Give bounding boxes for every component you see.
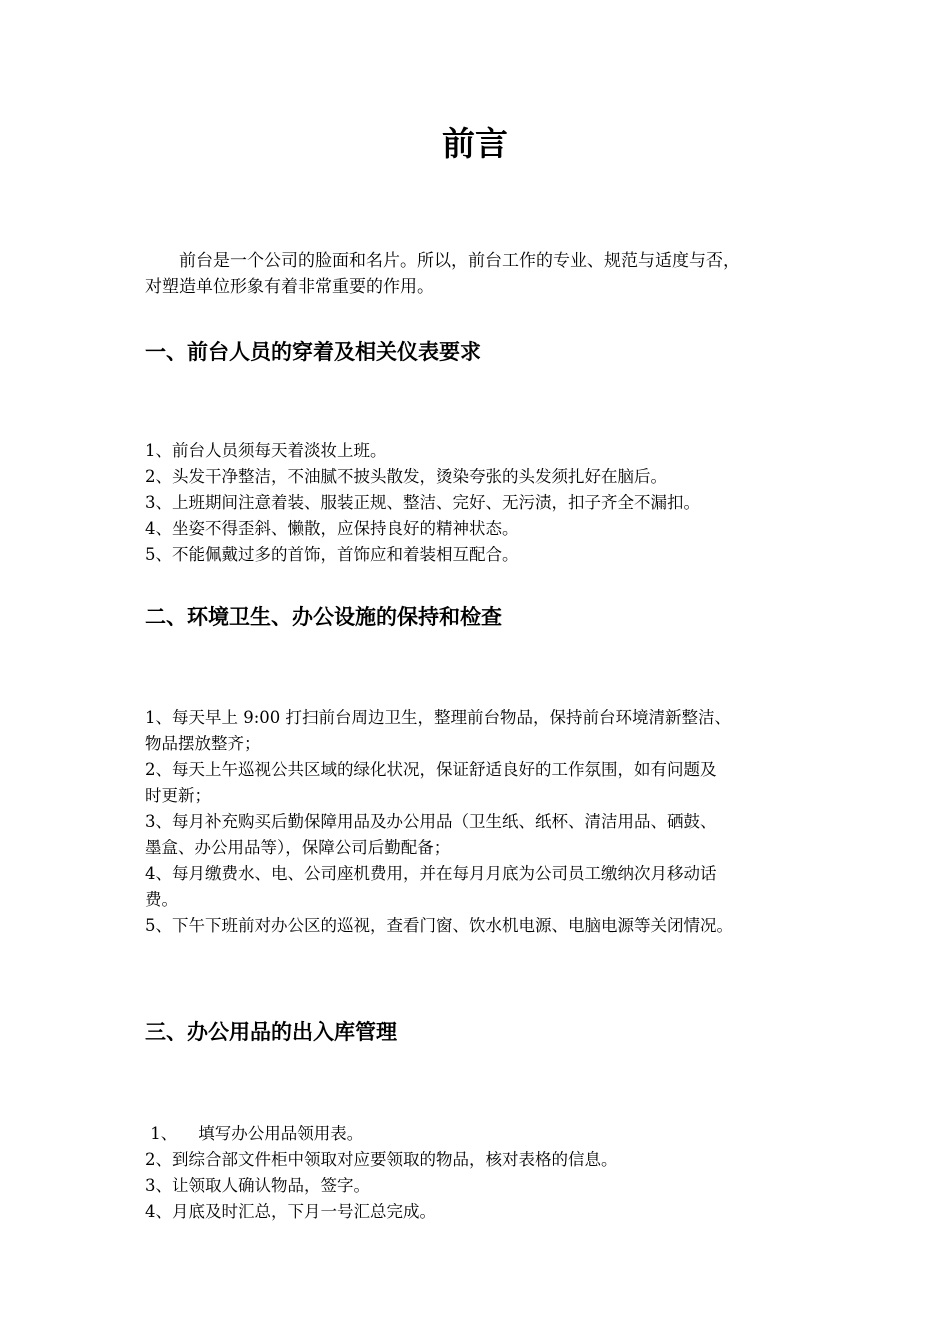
list-item-line: 时更新； <box>145 786 211 805</box>
list-item <box>145 705 825 757</box>
list-item-line: 2、每天上午巡视公共区域的绿化状况，保证舒适良好的工作氛围，如有问题及 <box>145 760 717 779</box>
list-item: 2、头发干净整洁，不油腻不披头散发，烫染夸张的头发须扎好在脑后。 <box>145 467 667 486</box>
list-item-line: 物品摆放整齐； <box>145 734 261 753</box>
intro-paragraph <box>145 248 815 300</box>
list-item-line: 4、每月缴费水、电、公司座机费用，并在每月月底为公司员工缴纳次月移动话 <box>145 864 717 883</box>
list-item: 2、到综合部文件柜中领取对应要领取的物品，核对表格的信息。 <box>145 1150 618 1169</box>
intro-line: 前台是一个公司的脸面和名片。所以，前台工作的专业、规范与适度与否， <box>179 251 740 271</box>
list-item: 5、不能佩戴过多的首饰，首饰应和着装相互配合。 <box>145 545 519 564</box>
list-item-line: 3、每月补充购买后勤保障用品及办公用品（卫生纸、纸杯、清洁用品、硒鼓、 <box>145 812 717 831</box>
list-item: 3、让领取人确认物品，签字。 <box>145 1176 370 1195</box>
list-item-line: 墨盒、办公用品等），保障公司后勤配备； <box>145 838 451 857</box>
section-list-office-supplies <box>145 1121 825 1225</box>
list-item: 1、前台人员须每天着淡妆上班。 <box>145 441 387 460</box>
list-item: 5、下午下班前对办公区的巡视，查看门窗、饮水机电源、电脑电源等关闭情况。 <box>145 916 733 935</box>
section-heading-attire: 一、前台人员的穿着及相关仪表要求 <box>145 340 481 364</box>
page-title: 前言 <box>442 124 508 163</box>
list-item: 4、月底及时汇总，下月一号汇总完成。 <box>145 1202 436 1221</box>
list-item <box>145 757 825 809</box>
list-item: 3、上班期间注意着装、服装正规、整洁、完好、无污渍，扣子齐全不漏扣。 <box>145 493 700 512</box>
list-item-line: 费。 <box>145 890 178 909</box>
list-item: 1、 填写办公用品领用表。 <box>145 1124 364 1143</box>
section-heading-office-supplies: 三、办公用品的出入库管理 <box>145 1020 397 1044</box>
section-heading-environment: 二、环境卫生、办公设施的保持和检查 <box>145 605 502 629</box>
list-item <box>145 809 825 861</box>
section-list-attire <box>145 438 825 568</box>
list-item-line: 1、每天早上 9:00 打扫前台周边卫生，整理前台物品，保持前台环境清新整洁、 <box>145 708 732 727</box>
section-list-environment <box>145 705 825 939</box>
intro-line: 对塑造单位形象有着非常重要的作用。 <box>145 277 434 297</box>
list-item: 4、坐姿不得歪斜、懒散，应保持良好的精神状态。 <box>145 519 519 538</box>
list-item <box>145 861 825 913</box>
